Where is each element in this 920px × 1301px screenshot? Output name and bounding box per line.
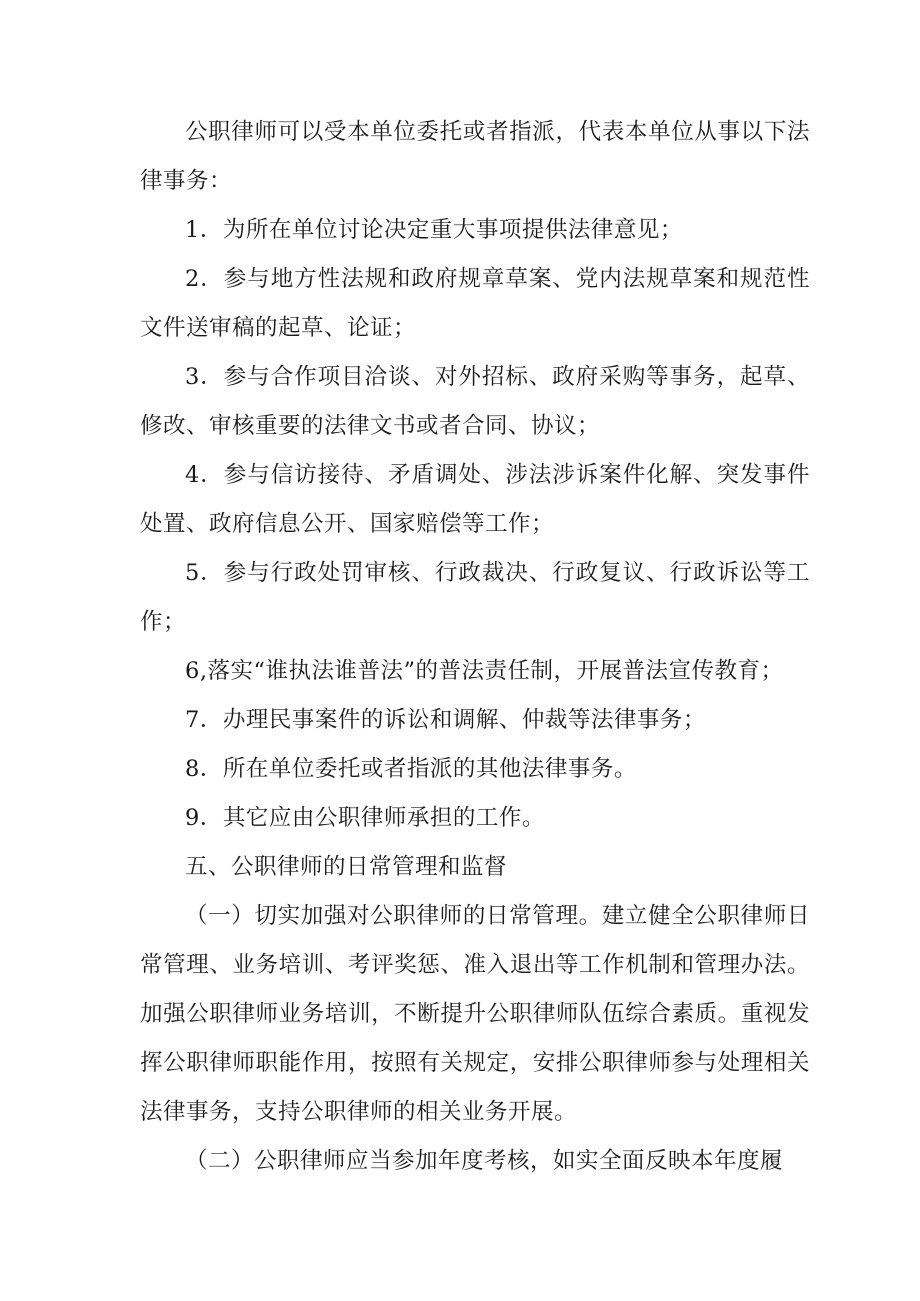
list-item-5: 5．参与行政处罚审核、行政裁决、行政复议、行政诉讼等工作；: [140, 560, 810, 635]
list-item-6: 6,落实“谁执法谁普法”的普法责任制，开展普法宣传教育；: [185, 658, 784, 684]
list-item-8: 8．所在单位委托或者指派的其他法律事务。: [185, 756, 637, 782]
list-item-9: 9．其它应由公职律师承担的工作。: [185, 805, 545, 831]
list-item-1: 1．为所在单位讨论决定重大事项提供法律意见；: [185, 217, 683, 243]
section-heading: 五、公职律师的日常管理和监督: [185, 854, 508, 880]
document-body: [140, 108, 810, 1186]
subsection-paragraph-1: （一）切实加强对公职律师的日常管理。建立健全公职律师日常管理、业务培训、考评奖惩、准入退出等工作机制和管理办法。加强公职律师业务培训，不断提升公职律师队伍综合素质。重视发挥公职律师职能作用，按照有关规定，安排公职律师参与处理相关法律事务，支持公职律师的相关业务开展。: [140, 903, 810, 1125]
intro-paragraph: 公职律师可以受本单位委托或者指派，代表本单位从事以下法律事务：: [140, 119, 810, 194]
list-item-3: 3．参与合作项目洽谈、对外招标、政府采购等事务，起草、修改、审核重要的法律文书或者合同、协议；: [140, 364, 810, 439]
list-item-2: 2．参与地方性法规和政府规章草案、党内法规草案和规范性文件送审稿的起草、论证；: [140, 266, 810, 341]
list-item-7: 7．办理民事案件的诉讼和调解、仲裁等法律事务；: [185, 707, 706, 733]
subsection-paragraph-2: （二）公职律师应当参加年度考核，如实全面反映本年度履: [185, 1148, 784, 1174]
list-item-4: 4．参与信访接待、矛盾调处、涉法涉诉案件化解、突发事件处置、政府信息公开、国家赔偿等工作；: [140, 462, 810, 537]
